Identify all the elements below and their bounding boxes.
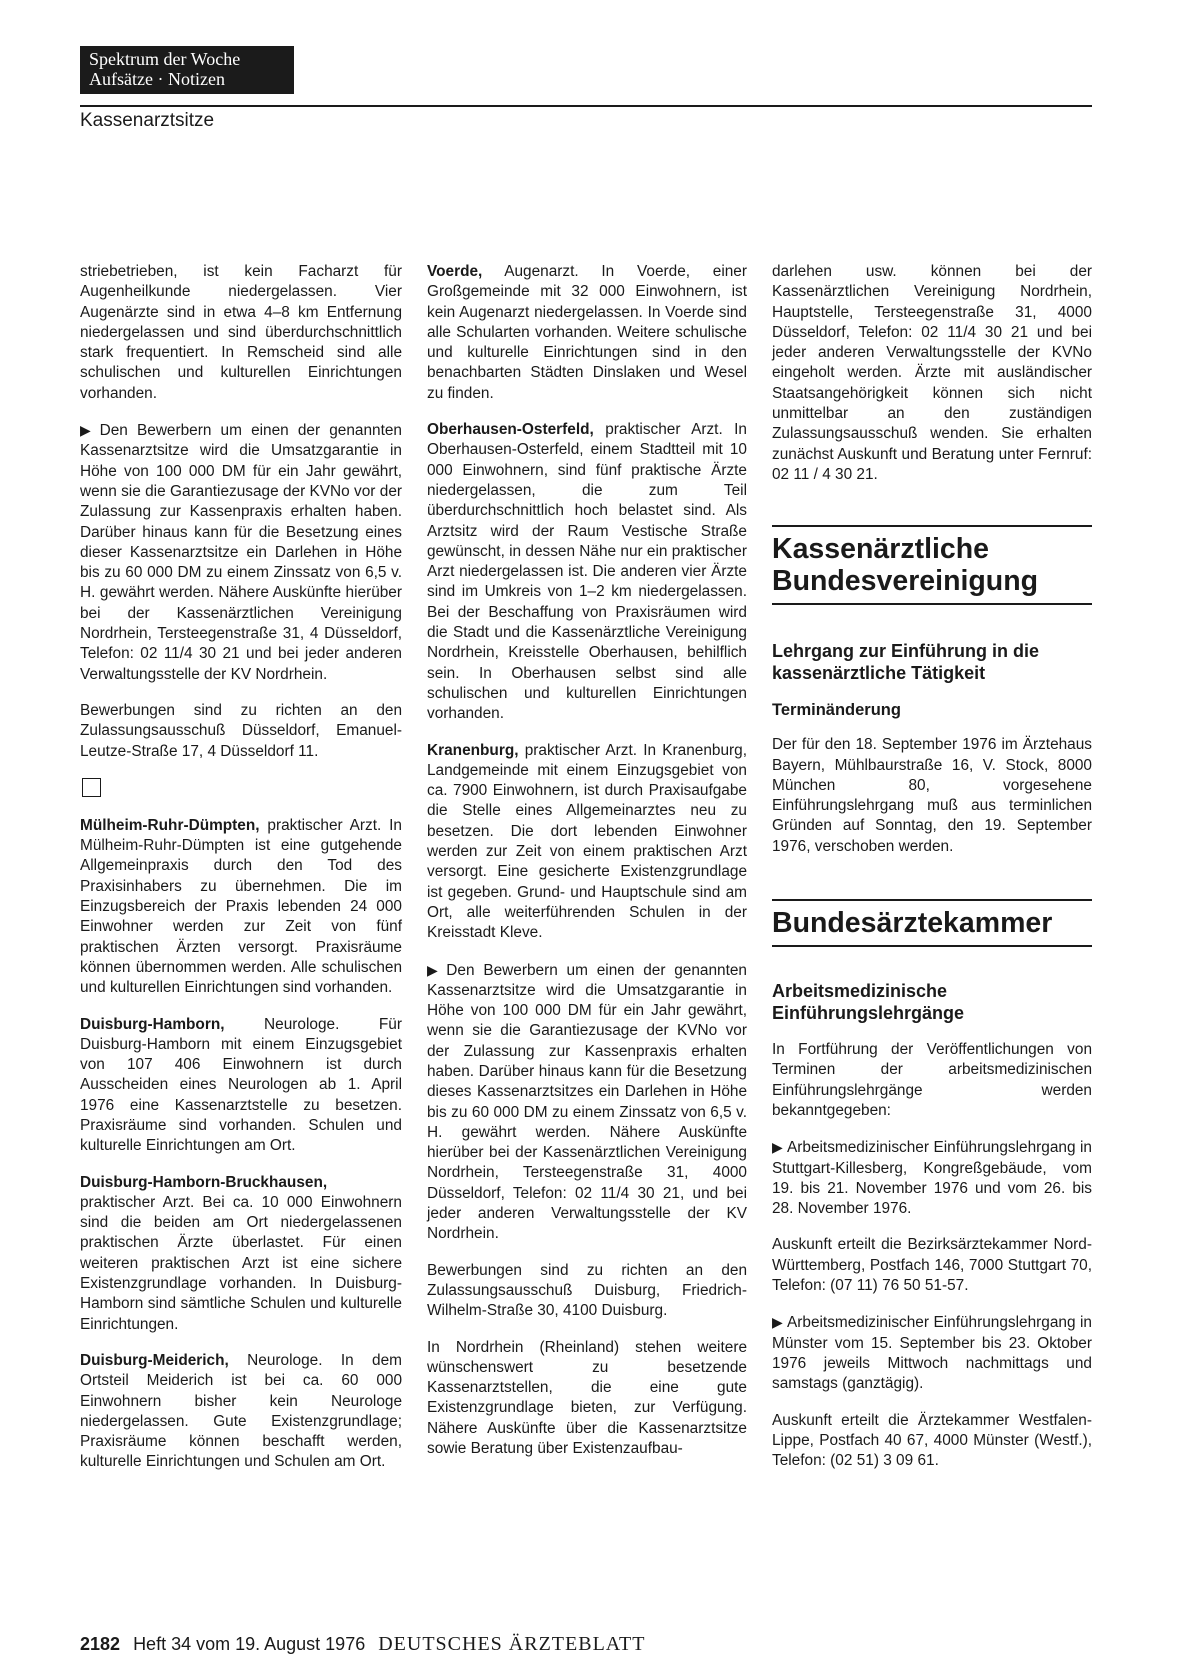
- paragraph: Der für den 18. September 1976 im Ärztehaus Bayern, Mühlbaurstraße 16, V. Stock, 8000 München 80, vorgesehene Einführungslehrgang muß aus terminlichen Gründen auf Sonntag, den 19. September 1976, verschoben werden.: [772, 736, 1092, 855]
- section-title: Kassenarztsitze: [80, 110, 215, 131]
- kbv-subheading: Lehrgang zur Einführung in die kassenärztliche Tätigkeit: [772, 641, 1039, 683]
- paragraph: ▶ Den Bewerbern um einen der genannten Kassenarztsitze wird die Umsatzgarantie in Höhe von 100 000 DM für ein Jahr gewährt, wenn sie die Garantiezusage der KVNo vor der Zulassung zur Kassenpraxis erhalten haben. Darüber hinaus kann für die Besetzung eines dieser Kassenarztsitze ein Darlehen in Höhe bis zu 60 000 DM zu einem Zinssatz von 6,5 v. H. gewährt werden. Nähere Auskünfte hierüber bei der Kassenärztlichen Vereinigung Nordrhein, Tersteegenstraße 31, 4 Düsseldorf, Telefon: 02 11/4 30 21 und bei jeder anderen Verwaltungsstelle der KV Nordrhein.: [80, 422, 402, 683]
- paragraph: ▶ Den Bewerbern um einen der genannten Kassenarztsitze wird die Umsatzgarantie in Höhe von 100 000 DM für ein Jahr gewährt, wenn sie die Garantiezusage der KVNo vor der Zulassung zur Kassenpraxis erhalten haben. Darüber hinaus kann für die Besetzung dieses Kassenarztsitzes ein Darlehen in Höhe bis zu 60 000 DM zu einem Zinssatz von 6,5 v. H. gewährt werden. Nähere Auskünfte hierüber bei der Kassenärztlichen Vereinigung Nordrhein, Tersteegenstraße 31, 4000 Düsseldorf, Telefon: 02 11/4 30 21, und bei jeder anderen Verwaltungsstelle der KV Nordrhein.: [427, 961, 747, 1243]
- listing-entry: Oberhausen-Osterfeld, praktischer Arzt. In Oberhausen-Osterfeld, einem Stadtteil mit 10 000 Einwohnern, sind fünf praktische Ärzte niedergelassen, die zum Teil überdurchschnittlich hoch belastet sind. Als Arztsitz wird der Raum Vestische Straße gewünscht, in dessen Nähe nur ein praktischer Arzt niedergelassen ist. Die anderen vier Ärzte sind im Umkreis von 1–2 km niedergelassen. Bei der Beschaffung von Praxisräumen wird die Stadt und die Kassenärztliche Vereinigung Nordrhein, Kreisstelle Oberhausen, behilflich sein. In Oberhausen selbst sind alle schulischen und kulturellen Einrichtungen vorhanden.: [427, 421, 747, 723]
- listing-entry: Kranenburg, praktischer Arzt. In Kranenburg, Landgemeinde mit einem Einzugsgebiet von ca. 7900 Einwohnern, ist durch Praxisaufgabe die Stelle eines Allgemeinarztes neu zu besetzen. Die dort lebenden Einwohner werden zur Zeit von einem praktischen Arzt versorgt. Eine gesicherte Existenzgrundlage ist gegeben. Grund- und Hauptschule sind am Ort, alle weiterführenden Schulen in der Kreisstadt Kleve.: [427, 741, 747, 942]
- column-2: [427, 262, 747, 1475]
- page-number: 2182: [80, 1634, 121, 1654]
- magazine-name: DEUTSCHES ÄRZTEBLATT: [378, 1633, 646, 1655]
- paragraph: Auskunft erteilt die Ärztekammer Westfalen-Lippe, Postfach 40 67, 4000 Münster (Westf.), Telefon: (02 51) 3 09 61.: [772, 1411, 1092, 1470]
- bak-heading-block: [772, 899, 1092, 947]
- triangle-bullet-icon: ▶: [772, 1314, 783, 1331]
- listing-title: Voerde,: [427, 263, 483, 280]
- paragraph: Auskunft erteilt die Bezirksärztekammer Nord-Württemberg, Postfach 146, 7000 Stuttgart 70, Telefon: (07 11) 76 50 51-57.: [772, 1236, 1092, 1295]
- listing-title: Kranenburg,: [427, 741, 519, 759]
- header-rule: [80, 105, 1092, 107]
- paragraph: darlehen usw. können bei der Kassenärztlichen Vereinigung Nordrhein, Hauptstelle, Tersteegenstraße 31, 4000 Düsseldorf, Telefon: 02 11/4 30 21 und bei jeder anderen Verwaltungsstelle der KVNo eingeholt werden. Ärzte mit ausländischer Staatsangehörigkeit können sich nicht unmittelbar an den zuständigen Zulassungsausschuß wenden. Sie erhalten zunächst Auskunft und Beratung unter Fernruf: 02 11 / 4 30 21.: [772, 263, 1092, 483]
- paragraph: In Fortführung der Veröffentlichungen von Terminen der arbeitsmedizinischen Einführungslehrgänge werden bekanntgegeben:: [772, 1041, 1092, 1119]
- listing-entry: Voerde, Augenarzt. In Voerde, einer Großgemeinde mit 32 000 Einwohnern, ist kein Augenarzt niedergelassen. In Voerde sind alle Schularten vorhanden. Weitere schulische und kulturelle Einrichtungen sind in den benachbarten Städten Dinslaken und Wesel zu finden.: [427, 263, 747, 402]
- paragraph: In Nordrhein (Rheinland) stehen weitere wünschenswert zu besetzende Kassenarztstellen, die eine gute Existenzgrundlage bieten, zur Verfügung. Nähere Auskünfte über die Kassenarztsitze sowie Beratung über Existenzaufbau-: [427, 1338, 747, 1458]
- page-footer: [80, 1633, 645, 1656]
- listing-entry: Duisburg-Meiderich, Neurologe. In dem Ortsteil Meiderich ist bei ca. 60 000 Einwohnern bisher kein Neurologe niedergelassen. Gute Existenzgrundlage; Praxisräume können beschafft werden, kulturelle Einrichtungen und Schulen am Ort.: [80, 1351, 402, 1471]
- bak-heading: Bundesärztekammer: [772, 907, 1053, 940]
- listing-title: Duisburg-Meiderich,: [80, 1351, 229, 1369]
- listing-title: Oberhausen-Osterfeld,: [427, 421, 594, 439]
- kbv-heading: Kassenärztliche Bundesvereinigung: [772, 533, 1039, 598]
- checkbox-square-icon: [82, 778, 101, 797]
- listing-title: Mülheim-Ruhr-Dümpten,: [80, 816, 260, 834]
- paragraph: Bewerbungen sind zu richten an den Zulassungsausschuß Düsseldorf, Emanuel-Leutze-Straße 17, 4 Düsseldorf 11.: [80, 701, 402, 760]
- bak-subheading: Arbeitsmedizinische Einführungslehrgänge: [772, 981, 965, 1023]
- issue-info: Heft 34 vom 19. August 1976: [133, 1634, 366, 1654]
- paragraph: ▶ Arbeitsmedizinischer Einführungslehrgang in Münster vom 15. September bis 23. Oktober 1976 jeweils Mittwoch nachmittags und samstags (ganztägig).: [772, 1314, 1092, 1393]
- triangle-bullet-icon: ▶: [80, 422, 96, 439]
- listing-entry: Duisburg-Hamborn, Neurologe. Für Duisburg-Hamborn mit einem Einzugsgebiet von 107 406 Einwohnern ist durch Ausscheiden eines Neurologen ab 1. April 1976 eine Kassenarztstelle zu besetzen. Praxisräume sind vorhanden. Schulen und kulturelle Einrichtungen am Ort.: [80, 1015, 402, 1155]
- paragraph: striebetrieben, ist kein Facharzt für Augenheilkunde niedergelassen. Vier Augenärzte sind in etwa 4–8 km Entfernung niedergelassen und sind überdurchschnittlich stark frequentiert. In Remscheid sind alle schulischen und kulturellen Einrichtungen vorhanden.: [80, 263, 402, 402]
- listing-entry: Duisburg-Hamborn-Bruckhausen, praktischer Arzt. Bei ca. 10 000 Einwohnern sind die beiden am Ort niedergelassenen praktischen Ärzte überlastet. Für einen weiteren praktischen Arzt ist eine sichere Existenzgrundlage vorhanden. In Duisburg-Hamborn sind sämtliche Schulen und kulturelle Einrichtungen.: [80, 1173, 402, 1333]
- rubric-box: [80, 46, 294, 94]
- paragraph: Bewerbungen sind zu richten an den Zulassungsausschuß Duisburg, Friedrich-Wilhelm-Straße 30, 4100 Duisburg.: [427, 1261, 747, 1320]
- listing-entry: Mülheim-Ruhr-Dümpten, praktischer Arzt. In Mülheim-Ruhr-Dümpten ist eine gutgehende Allgemeinpraxis durch den Tod des Praxisinhabers zu übernehmen. Die im Einzugsbereich der Praxis lebenden 24 000 Einwohner werden zur Zeit von fünf praktischen Ärzten versorgt. Praxisräume können übernommen werden. Alle schulischen und kulturellen Einrichtungen sind vorhanden.: [80, 816, 402, 997]
- listing-title: Duisburg-Hamborn,: [80, 1015, 225, 1033]
- listing-title: Duisburg-Hamborn-Bruckhausen,: [80, 1173, 328, 1191]
- column-1: [80, 262, 402, 1489]
- rubric-line-1: Spektrum der Woche: [89, 49, 241, 69]
- column-3: [772, 262, 1092, 1487]
- triangle-bullet-icon: ▶: [772, 1139, 783, 1156]
- triangle-bullet-icon: ▶: [427, 961, 443, 978]
- kbv-small-heading: Terminänderung: [772, 701, 901, 720]
- kbv-heading-block: [772, 525, 1092, 605]
- paragraph: ▶ Arbeitsmedizinischer Einführungslehrgang in Stuttgart-Killesberg, Kongreßgebäude, vom 19. bis 21. November 1976 und vom 26. bis 28. November 1976.: [772, 1139, 1092, 1218]
- rubric-line-2: Aufsätze · Notizen: [89, 69, 225, 89]
